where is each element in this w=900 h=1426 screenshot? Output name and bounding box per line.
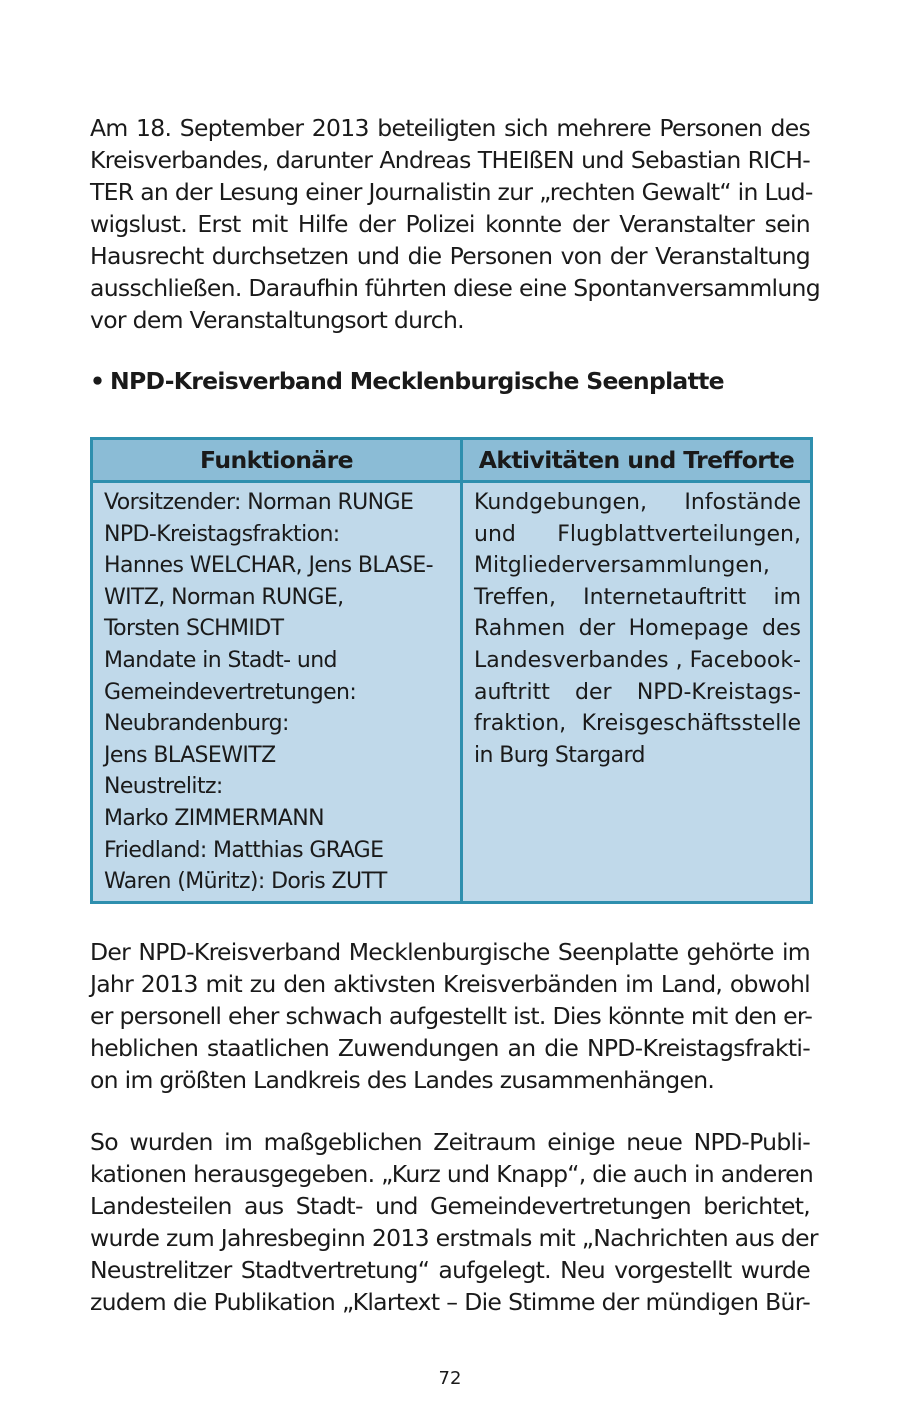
section-heading xyxy=(90,364,724,398)
paragraph-2-line: on im größten Landkreis des Landes zusammenhängen. xyxy=(90,1066,715,1094)
functionary-line: WITZ, Norman RUNGE, xyxy=(104,584,344,610)
paragraph-3-line: zudem die Publikation „Klartext – Die Stimme der mündigen Bür- xyxy=(90,1288,810,1316)
paragraph-3-line: Landesteilen aus Stadt- und Gemeindevertretungen berichtet, xyxy=(90,1192,810,1220)
column-header-functionaries: Funktionäre xyxy=(92,439,462,482)
functionary-line: Neubrandenburg: xyxy=(104,711,289,737)
paragraph-1-line: ausschließen. Daraufhin führten diese eine Spontanversammlung xyxy=(90,274,820,302)
functionary-line: Waren (Müritz): Doris ZUTT xyxy=(104,869,387,895)
activity-line: auftritt der NPD-Kreistags- xyxy=(474,679,801,705)
activity-line: fraktion, Kreisgeschäftsstelle xyxy=(474,711,801,737)
paragraph-3-line: kationen herausgegeben. „Kurz und Knapp“, die auch in anderen xyxy=(90,1160,814,1188)
paragraph-1-line: vor dem Veranstaltungsort durch. xyxy=(90,306,464,334)
bullet-icon: • xyxy=(90,367,105,395)
functionary-line: Hannes WELCHAR, Jens BLASE- xyxy=(104,553,433,579)
paragraph-3-line: Neustrelitzer Stadtvertretung“ aufgelegt. Neu vorgestellt wurde xyxy=(90,1256,810,1284)
table-header-row xyxy=(92,439,812,482)
functionary-line: Jens BLASEWITZ xyxy=(104,742,276,768)
paragraph-2-line: Der NPD-Kreisverband Mecklenburgische Seenplatte gehörte im xyxy=(90,938,810,966)
activities-cell xyxy=(462,482,812,903)
table-row xyxy=(92,482,812,903)
activity-line: und Flugblattverteilungen, xyxy=(474,521,801,547)
paragraph-1-line: Hausrecht durchsetzen und die Personen von der Veranstaltung xyxy=(90,242,810,270)
activity-line: Mitgliederversammlungen, xyxy=(474,553,770,579)
functionary-line: Torsten SCHMIDT xyxy=(104,616,284,642)
functionary-line: Gemeindevertretungen: xyxy=(104,679,357,705)
paragraph-1-line: TER an der Lesung einer Journalistin zur „rechten Gewalt“ in Lud- xyxy=(90,178,813,206)
paragraph-2-line: heblichen staatlichen Zuwendungen an die NPD-Kreistagsfrakti- xyxy=(90,1034,810,1062)
activity-line: in Burg Stargard xyxy=(474,742,645,768)
column-header-activities: Aktivitäten und Trefforte xyxy=(462,439,812,482)
functionary-line: Marko ZIMMERMANN xyxy=(104,805,324,831)
functionaries-cell xyxy=(92,482,462,903)
functionary-line: Neustrelitz: xyxy=(104,774,223,800)
activity-line: Landesverbandes , Facebook- xyxy=(474,647,801,673)
activity-line: Treffen, Internetauftritt im xyxy=(474,584,801,610)
section-heading-text: NPD-Kreisverband Mecklenburgische Seenplatte xyxy=(110,367,724,395)
paragraph-1-line: wigslust. Erst mit Hilfe der Polizei konnte der Veranstalter sein xyxy=(90,210,810,238)
functionary-line: Friedland: Matthias GRAGE xyxy=(104,837,384,863)
paragraph-2-line: er personell eher schwach aufgestellt ist. Dies könnte mit den er- xyxy=(90,1002,813,1030)
paragraph-3-line: So wurden im maßgeblichen Zeitraum einige neue NPD-Publi- xyxy=(90,1128,810,1156)
functionary-line: Mandate in Stadt- und xyxy=(104,647,337,673)
paragraph-3-line: wurde zum Jahresbeginn 2013 erstmals mit „Nachrichten aus der xyxy=(90,1224,818,1252)
activity-line: Rahmen der Homepage des xyxy=(474,616,801,642)
functionary-line: NPD-Kreistagsfraktion: xyxy=(104,521,340,547)
paragraph-2-line: Jahr 2013 mit zu den aktivsten Kreisverbänden im Land, obwohl xyxy=(90,970,810,998)
paragraph-1-line: Am 18. September 2013 beteiligten sich mehrere Personen des xyxy=(90,114,810,142)
paragraph-1-line: Kreisverbandes, darunter Andreas THEIßEN und Sebastian RICH- xyxy=(90,146,810,174)
functionaries-table xyxy=(90,437,813,904)
activity-line: Kundgebungen, Infostände xyxy=(474,490,801,515)
functionary-line: Vorsitzender: Norman RUNGE xyxy=(104,490,414,515)
page-number: 72 xyxy=(438,1368,462,1389)
